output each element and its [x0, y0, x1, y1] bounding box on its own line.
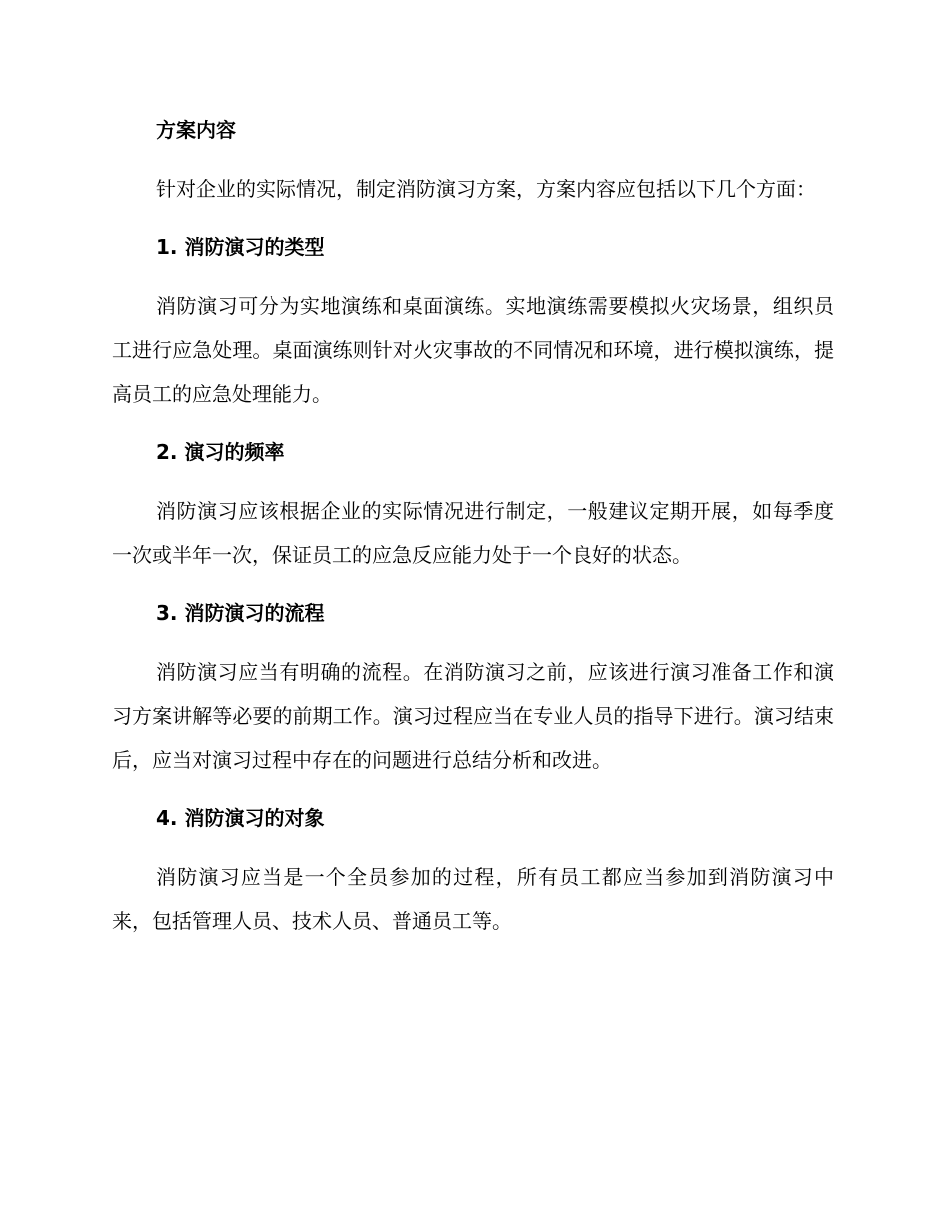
document-title: 方案内容 [156, 118, 236, 142]
section-2-body: 消防演习应该根据企业的实际情况进行制定，一般建议定期开展，如每季度一次或半年一次，保证员工的应急反应能力处于一个良好的状态。 [112, 499, 834, 567]
section-1-heading: 1. 消防演习的类型 [156, 235, 325, 259]
section-4-heading: 4. 消防演习的对象 [156, 806, 325, 830]
section-3-body: 消防演习应当有明确的流程。在消防演习之前，应该进行演习准备工作和演习方案讲解等必要的前期工作。演习过程应当在专业人员的指导下进行。演习结束后，应当对演习过程中存在的问题进行总结分析和改进。 [112, 660, 834, 772]
document-page [112, 108, 834, 957]
intro-paragraph: 针对企业的实际情况，制定消防演习方案，方案内容应包括以下几个方面： [156, 177, 816, 201]
section-2-heading: 2. 演习的频率 [156, 440, 285, 464]
section-4-body: 消防演习应当是一个全员参加的过程，所有员工都应当参加到消防演习中来，包括管理人员、技术人员、普通员工等。 [112, 865, 834, 933]
section-1-body: 消防演习可分为实地演练和桌面演练。实地演练需要模拟火灾场景，组织员工进行应急处理。桌面演练则针对火灾事故的不同情况和环境，进行模拟演练，提高员工的应急处理能力。 [112, 294, 834, 406]
section-3-heading: 3. 消防演习的流程 [156, 601, 325, 625]
